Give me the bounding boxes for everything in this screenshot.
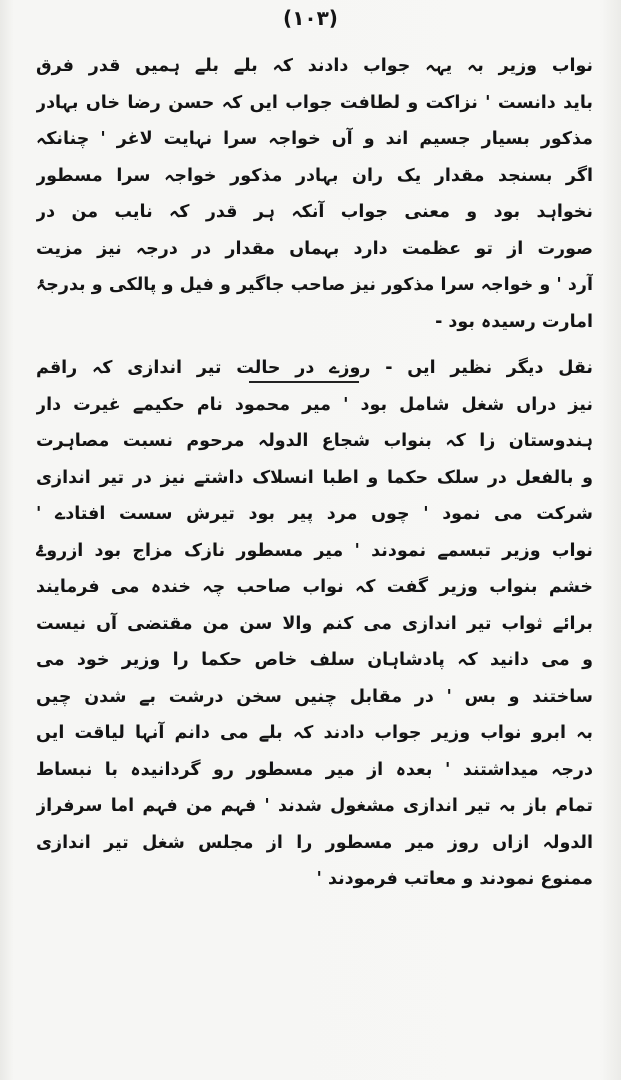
- text-line: امارت رسیدہ بود -: [435, 311, 593, 332]
- text-line: اگر بسنجد مقدار یک ران بہادر مذکور خواجہ سرا مسطور: [36, 165, 593, 186]
- text-line: تمام باز بہ تیر اندازی مشغول شدند ' فہم من فہم اما سرفراز: [36, 796, 593, 816]
- text-line: نخواہد بود و معنی جواب آنکہ ہر قدر کہ نایب من در: [36, 202, 593, 222]
- text-line: درجہ میداشتند ' بعدہ از میر مسطور رو گردانیدہ با نبساط: [36, 759, 593, 780]
- text-line: و بالفعل در سلک حکما و اطبا انسلاک داشتے نیز در تیر اندازی: [36, 467, 593, 488]
- text-line: نیز دراں شغل شامل بود ' میر محمود نام حکیمے غیرت دار: [36, 394, 593, 415]
- text-line: بہ ابرو نواب وزیر جواب دادند کہ بلے می دانم آنہا لیاقت ایں: [36, 723, 593, 743]
- text-line: الدولہ ازاں روز میر مسطور را از مجلس شغل تیر اندازی: [36, 832, 593, 853]
- text-line: برائے ثواب تیر اندازی می کنم والا سن من مقتضی آں نیست: [36, 613, 593, 634]
- text-line: ممنوع نمودند و معاتب فرمودند ': [316, 869, 593, 889]
- text-line: ہندوستان زا کہ بنواب شجاع الدولہ مرحوم نسبت مصاہرت: [36, 431, 593, 451]
- text-line: صورت از تو عظمت دارد بہماں مقدار در درجہ نیز مزیت: [36, 238, 593, 259]
- text-line: مذکور بسیار جسیم اند و آں خواجہ سرا نہایت لاغر ' چنانکہ: [36, 129, 593, 149]
- text-line: نواب وزیر بہ یہہ جواب دادند کہ بلے بلے ہمیں قدر فرق: [36, 56, 593, 76]
- text-line: ساختند و بس ' در مقابل چنیں سخن درشت بے شدن چیں: [36, 686, 593, 707]
- text-line: آرد ' و خواجہ سرا مذکور نیز صاحب جاگیر و فیل و پالکی و بدرجۂ: [36, 275, 593, 295]
- text-line: باید دانست ' نزاکت و لطافت جواب ایں کہ حسن رضا خاں بہادر: [36, 92, 593, 113]
- text-line: نواب وزیر تبسمے نمودند ' میر مسطور نازک مزاج بود ازروۓ: [36, 540, 593, 561]
- body-text: [36, 48, 593, 898]
- text-line: خشم بنواب وزیر گفت کہ نواب صاحب چہ خندہ می فرمایند: [36, 577, 593, 597]
- text-line: و می دانید کہ پادشاہان سلف خاص حکما را وزیر خود می: [36, 650, 593, 670]
- section-heading-line: نقل دیگر نظیر ایں - روزے در حالت تیر اندازی کہ راقم: [36, 358, 593, 378]
- page-number: (۱۰۳): [283, 6, 338, 30]
- text-line: شرکت می نمود ' چوں مرد پیر بود تیرش سست افتادے ': [36, 504, 593, 524]
